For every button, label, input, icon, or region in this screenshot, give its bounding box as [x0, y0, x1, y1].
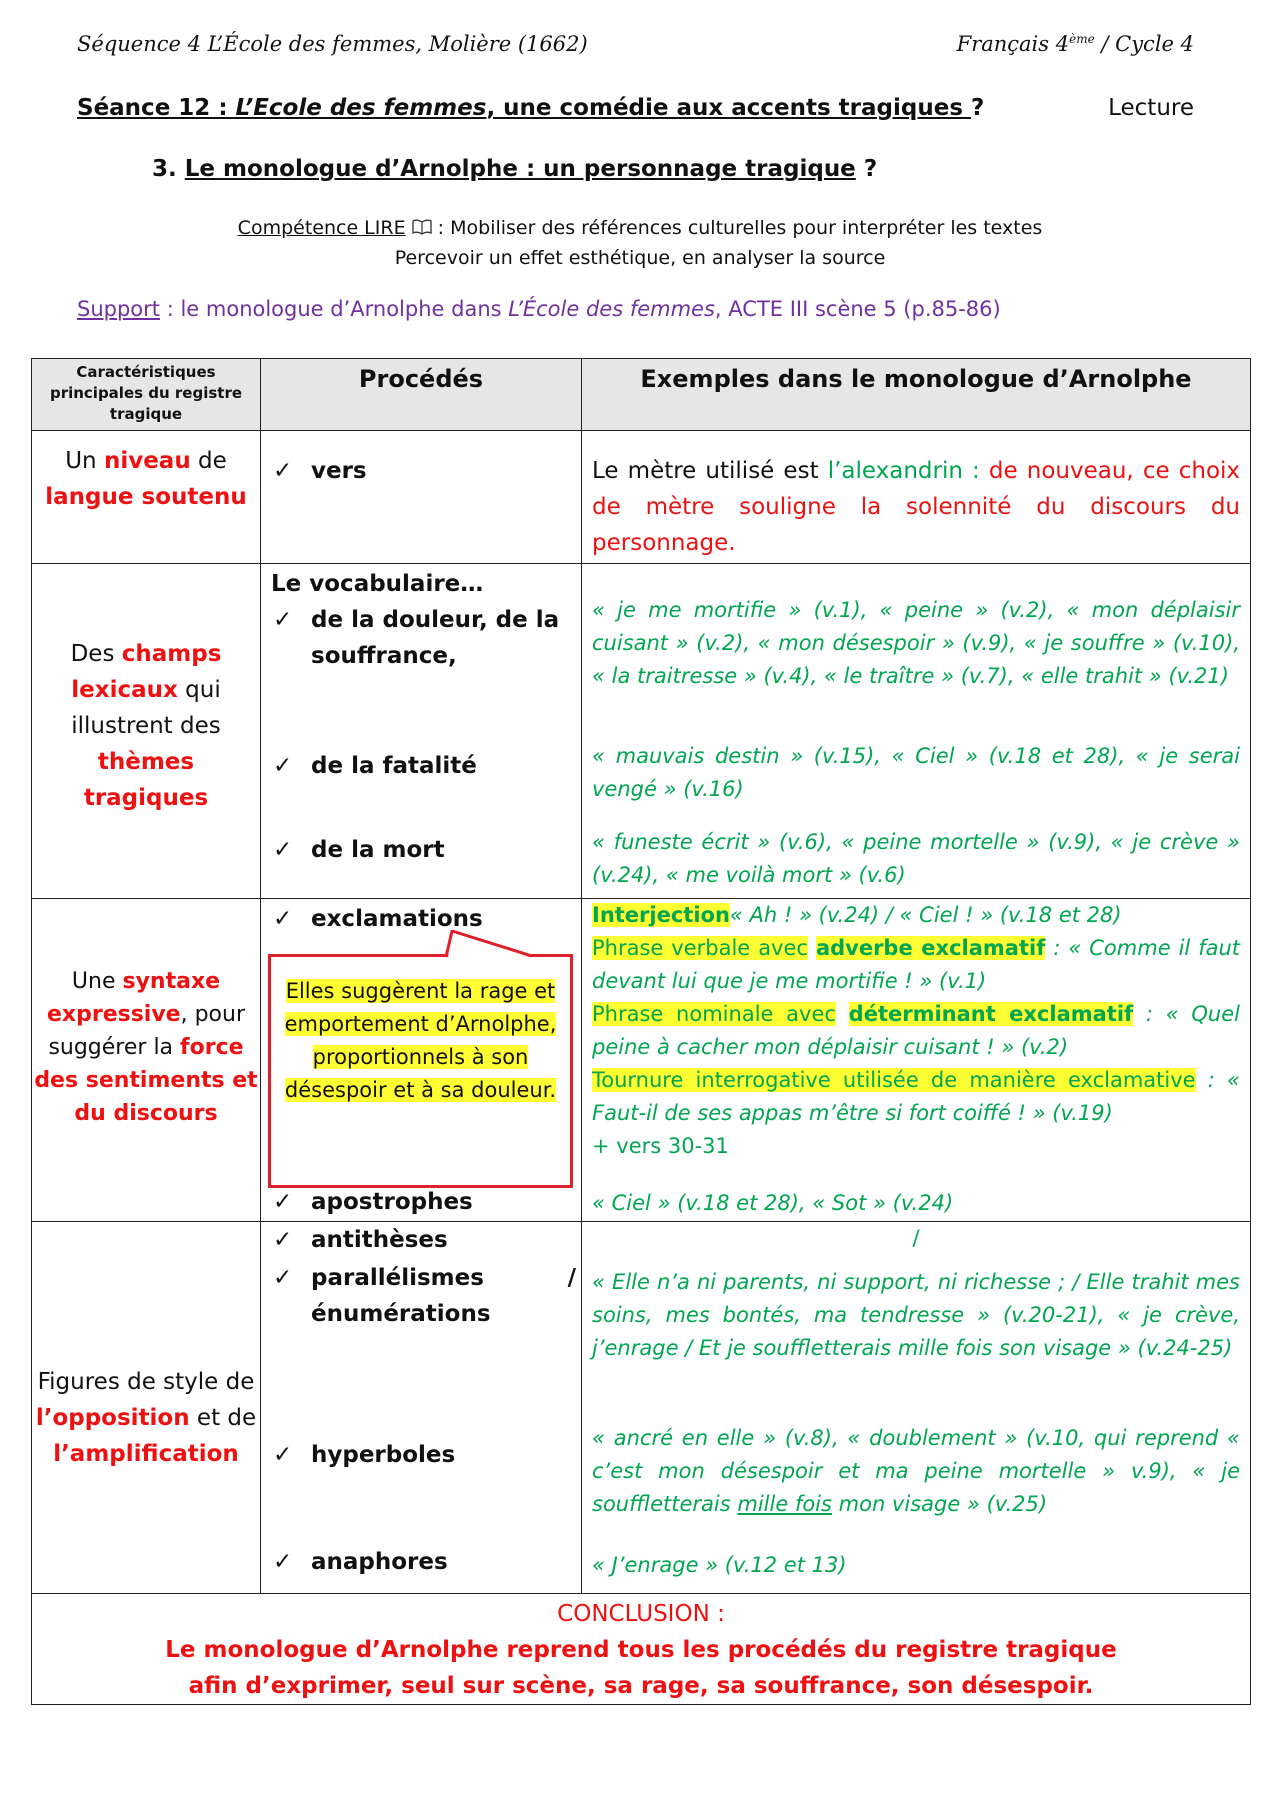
procede-exclamations: ✓ exclamations [311, 901, 576, 937]
seance-subtitle: , une comédie aux accents tragiques [486, 95, 964, 121]
procede-parallelismes: ✓ parallélismes / énumérations [311, 1260, 576, 1332]
check-icon: ✓ [273, 837, 293, 863]
example-exclamations: Interjection« Ah ! » (v.24) / « Ciel ! » (v.18 et 28) Phrase verbale avec adverbe exclamatif : « Comme il faut devant lui que je me mortifie ! » (v.1) Phrase nominale avec déterminant exclamatif : « Quel peine à cacher mon déplaisir cuisant ! » (v.2) Tournure interrogative utilisée de manière exclamative : « Faut-il de ses appas m’être si fort coiffé ! » (v.19) + vers 30-31 [592, 903, 1241, 1158]
procede-vocabulaire-intro: Le vocabulaire… [271, 571, 484, 597]
conclusion-title: CONCLUSION : [557, 1601, 725, 1627]
procede-apostrophes: ✓ apostrophes [311, 1184, 576, 1220]
table-row-champs-lexicaux [32, 564, 1251, 899]
header-work-title: L’École des femmes, [207, 32, 423, 56]
cell-examples-syntaxe [582, 899, 1251, 1222]
section-heading: Le monologue d’Arnolphe : un personnage tragique [184, 156, 856, 182]
example-douleur: « je me mortifie » (v.1), « peine » (v.2), « mon déplaisir cuisant » (v.2), « mon désespoir » (v.9), « je souffre » (v.10), « la traitresse » (v.4), « le traître » (v.7), « elle trahit » (v.21) [592, 598, 1240, 688]
check-icon: ✓ [273, 607, 293, 633]
competence-label: Compétence LIRE [237, 217, 406, 239]
cell-syntaxe: Une syntaxe expressive, pour suggérer la force des sentiments et du discours [32, 899, 261, 1222]
procede-anaphores: ✓ anaphores [311, 1544, 576, 1580]
callout-pointer [428, 930, 548, 960]
callout-text: Elles suggèrent la rage et emportement d’Arnolphe, proportionnels à son désespoir et à sa douleur. [284, 979, 557, 1102]
cell-niveau: Un niveau de langue soutenu [32, 431, 261, 564]
table-row-syntaxe [32, 899, 1251, 1222]
example-anaphores: « J’enrage » (v.12 et 13) [592, 1553, 847, 1577]
cell-conclusion [32, 1594, 1251, 1705]
seance-title [77, 95, 984, 121]
procede-antitheses: ✓ antithèses [311, 1222, 576, 1258]
example-apostrophes: « Ciel » (v.18 et 28), « Sot » (v.24) [592, 1191, 954, 1215]
procede-hyperboles: ✓ hyperboles [311, 1437, 576, 1473]
table-header-row [32, 359, 1251, 431]
cell-procedes-vocabulaire [261, 564, 582, 899]
check-icon: ✓ [273, 1549, 293, 1575]
cell-figures: Figures de style de l’opposition et de l’amplification [32, 1222, 261, 1594]
cell-examples-figures [582, 1222, 1251, 1594]
conclusion-line2: afin d’exprimer, seul sur scène, sa rage, sa souffrance, son désespoir. [188, 1673, 1094, 1699]
header-caracteristiques: Caractéristiques principales du registre tragique [32, 359, 261, 431]
example-fatalite: « mauvais destin » (v.15), « Ciel » (v.18 et 28), « je serai vengé » (v.16) [592, 744, 1240, 801]
check-icon: ✓ [273, 458, 293, 484]
procede-fatalite: ✓ de la fatalité [311, 748, 576, 784]
support-text-before: : le monologue d’Arnolphe dans [166, 297, 502, 321]
header-left [77, 32, 588, 56]
check-icon: ✓ [273, 906, 293, 932]
book-icon [412, 217, 438, 239]
procede-vers: ✓ vers [311, 453, 576, 489]
support-line [77, 297, 1001, 321]
header-sequence: Séquence 4 [77, 32, 201, 56]
support-work: L’École des femmes [508, 297, 715, 321]
header-right [957, 32, 1194, 56]
check-icon: ✓ [273, 1442, 293, 1468]
header-procedes: Procédés [261, 359, 582, 431]
competence-block [0, 213, 1280, 273]
seance-type: Lecture [1108, 95, 1194, 121]
cell-examples-vocabulaire [582, 564, 1251, 899]
header-grade-sup: ème [1069, 32, 1095, 46]
example-vers: Le mètre utilisé est l’alexandrin : de nouveau, ce choix de mètre souligne la solennité du discours du personnage. [592, 458, 1241, 556]
table-row-conclusion [32, 1594, 1251, 1705]
header-author: Molière (1662) [428, 32, 588, 56]
section-number: 3. [152, 156, 177, 182]
header-subject: Français 4 [956, 32, 1070, 56]
support-text-after: , ACTE III scène 5 (p.85-86) [714, 297, 1001, 321]
section-qmark: ? [863, 156, 878, 182]
check-icon: ✓ [273, 1227, 293, 1253]
check-icon: ✓ [273, 1189, 293, 1215]
cell-procede-vers [261, 431, 582, 564]
competence-line2: Percevoir un effet esthétique, en analyser la source [394, 247, 886, 269]
header-cycle: / Cycle 4 [1101, 32, 1194, 56]
conclusion-line1: Le monologue d’Arnolphe reprend tous les procédés du registre tragique [165, 1637, 1117, 1663]
header-exemples: Exemples dans le monologue d’Arnolphe [582, 359, 1251, 431]
table-row-niveau [32, 431, 1251, 564]
seance-qmark: ? [971, 95, 985, 121]
procede-douleur: ✓ de la douleur, de la souffrance, [311, 602, 576, 674]
check-icon: ✓ [273, 1265, 293, 1291]
cell-example-vers [582, 431, 1251, 564]
example-antitheses: / [912, 1226, 920, 1250]
procede-mort: ✓ de la mort [311, 832, 576, 868]
callout-box [268, 954, 573, 1188]
procedes-table [31, 358, 1251, 1705]
example-mort: « funeste écrit » (v.6), « peine mortelle » (v.9), « je crève » (v.24), « me voilà mort » (v.6) [592, 830, 1240, 887]
example-hyperboles: « ancré en elle » (v.8), « doublement » (v.10, qui reprend « c’est mon désespoir et ma peine mortelle » v.9), « je souffletterais mille fois mon visage » (v.25) [592, 1426, 1240, 1516]
section-title [152, 156, 877, 182]
seance-work: L’Ecole des femmes [235, 95, 487, 121]
competence-line1: : Mobiliser des références culturelles pour interpréter les textes [437, 217, 1043, 239]
check-icon: ✓ [273, 753, 293, 779]
support-label: Support [77, 297, 161, 321]
seance-label: Séance 12 : [77, 95, 228, 121]
table-row-figures [32, 1222, 1251, 1594]
cell-champs-lexicaux: Des champs lexicaux qui illustrent des thèmes tragiques [32, 564, 261, 899]
example-parallelismes: « Elle n’a ni parents, ni support, ni richesse ; / Elle trahit mes soins, mes bontés, ma tendresse » (v.20-21), « je crève, j’enrage / Et je souffletterais mille fois son visage » (v.24-25) [592, 1270, 1240, 1360]
cell-procedes-figures [261, 1222, 582, 1594]
